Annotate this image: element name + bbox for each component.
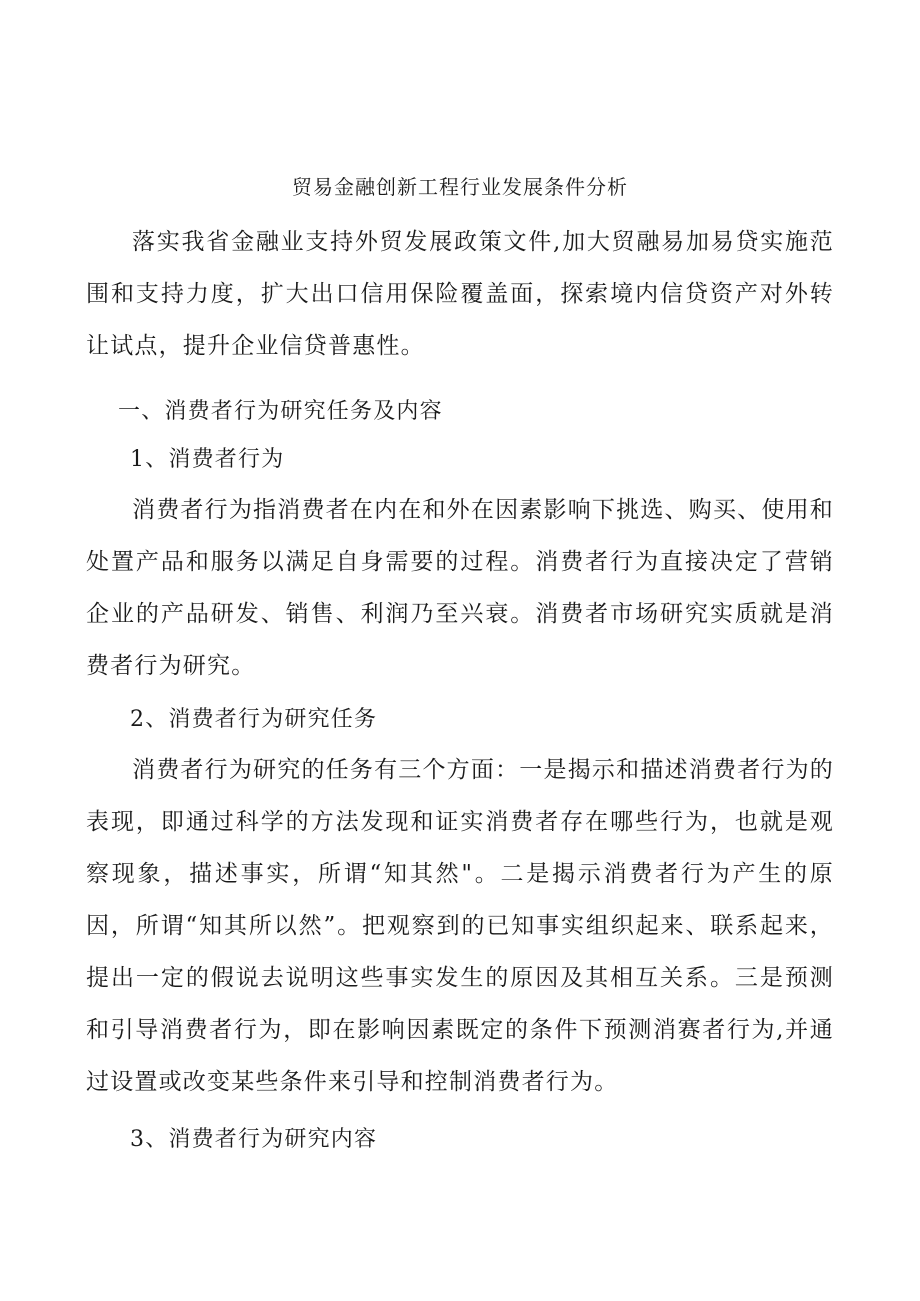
document-title: 贸易金融创新工程行业发展条件分析 xyxy=(292,175,628,199)
intro-paragraph: 落实我省金融业支持外贸发展政策文件,加大贸融易加易贷实施范围和支持力度，扩大出口信用保险覆盖面，探索境内信贷资产对外转让试点，提升企业信贷普惠性。 xyxy=(86,229,834,359)
subsection-2-paragraph: 消费者行为研究的任务有三个方面：一是揭示和描述消费者行为的表现，即通过科学的方法发现和证实消费者存在哪些行为，也就是观察现象，描述事实，所谓“知其然"。二是揭示消费者行为产生的原因，所谓“知其所以然”。把观察到的已知事实组织起来、联系起来，提出一定的假说去说明这些事实发生的原因及其相互关系。三是预测和引导消费者行为，即在影响因素既定的条件下预测消赛者行为,并通过设置或改变某些条件来引导和控制消费者行为。 xyxy=(86,757,834,1095)
subsection-heading-1: 1、消费者行为 xyxy=(130,447,285,472)
subsection-1-paragraph: 消费者行为指消费者在内在和外在因素影响下挑选、购买、使用和处置产品和服务以满足自身需要的过程。消费者行为直接决定了营销企业的产品研发、销售、利润乃至兴衰。消费者市场研究实质就是消费者行为研究。 xyxy=(86,497,834,679)
subsection-heading-3: 3、消费者行为研究内容 xyxy=(130,1127,378,1152)
section-heading-1: 一、消费者行为研究任务及内容 xyxy=(118,399,443,424)
subsection-heading-2: 2、消费者行为研究任务 xyxy=(130,707,378,732)
